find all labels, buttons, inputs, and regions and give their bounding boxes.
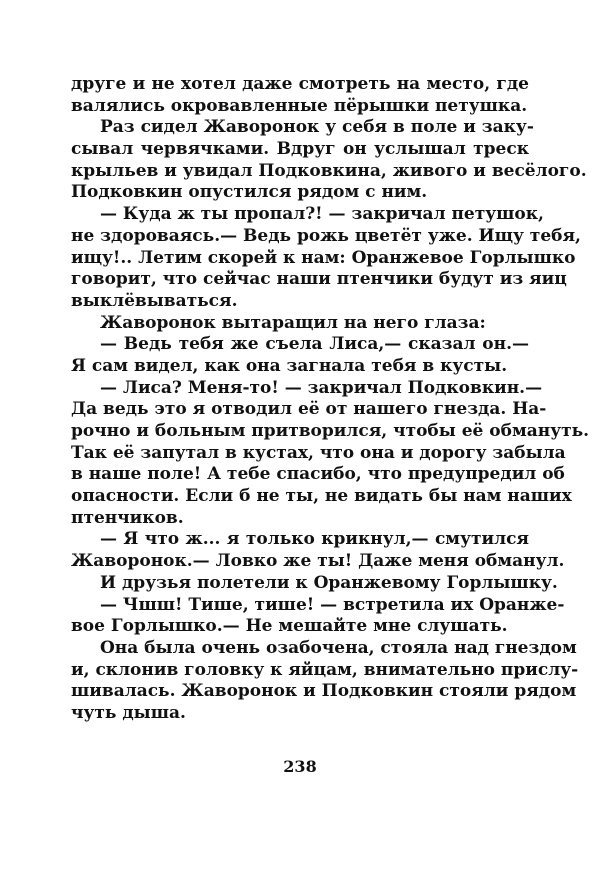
paragraph-9 — [71, 594, 565, 638]
text-line: ищу!.. Летим скорей к нам: Оранжевое Горлышко — [71, 247, 576, 268]
text-line: — Ведь тебя же съела Лиса,— сказал он.— — [100, 334, 529, 355]
paragraph-6 — [71, 377, 590, 530]
page-number: 238 — [283, 757, 317, 776]
text-line: — Чшш! Тише, тише! — встретила их Оранже- — [100, 594, 565, 615]
paragraph-1 — [71, 74, 529, 117]
text-line: Да ведь это я отводил её от нашего гнезда. На- — [71, 399, 547, 420]
text-line: — Куда ж ты пропал?! — закричал петушок, — [100, 204, 544, 225]
text-line: сывал червячками. Вдруг он услышал треск — [71, 139, 529, 160]
text-line: И друзья полетели к Оранжевому Горлышку. — [100, 572, 558, 593]
paragraph-4 — [71, 313, 529, 335]
text-line: шивалась. Жаворонок и Подковкин стояли рядом — [71, 681, 577, 702]
text-line: и, склонив головку к яйцам, внимательно прислу- — [71, 659, 579, 680]
text-line: — Лиса? Меня-то! — закричал Подковкин.— — [100, 377, 543, 398]
text-line: Жаворонок вытаращил на него глаза: — [100, 312, 486, 333]
text-line: Я сам видел, как она загнала тебя в кусты. — [71, 355, 508, 376]
text-line: не здороваясь.— Ведь рожь цветёт уже. Ищу тебя, — [71, 225, 581, 246]
book-page-text — [71, 74, 590, 725]
text-line: чуть дыша. — [71, 702, 186, 723]
text-line: выклёвываться. — [71, 290, 238, 311]
paragraph-8 — [71, 572, 558, 595]
paragraph-3 — [71, 204, 581, 312]
text-line: опасности. Если б не ты, не видать бы нам наших — [71, 486, 572, 507]
text-line: Подковкин опустился рядом с ним. — [71, 182, 428, 203]
paragraph-7 — [71, 529, 565, 572]
paragraph-10 — [71, 637, 579, 725]
text-line: Раз сидел Жаворонок у себя в поле и заку- — [100, 117, 534, 138]
text-line: говорит, что сейчас наши птенчики будут из яиц — [71, 269, 567, 290]
text-line: вое Горлышко.— Не мешайте мне слушать. — [71, 616, 508, 637]
text-line: Жаворонок.— Ловко же ты! Даже меня обманул. — [71, 551, 565, 572]
text-line: в наше поле! А тебе спасибо, что предупредил об — [71, 464, 565, 485]
paragraph-5 — [71, 334, 529, 377]
text-line: крыльев и увидал Подковкина, живого и весёлого. — [71, 160, 587, 181]
text-line: рочно и больным притворился, чтобы её обмануть. — [71, 421, 590, 441]
text-line: Так её запутал в кустах, что она и дорогу забыла — [71, 442, 566, 463]
text-line: Она была очень озабочена, стояла над гнездом — [100, 637, 577, 658]
text-line: валялись окровавленные пёрышки петушка. — [71, 95, 528, 116]
text-line: друге и не хотел даже смотреть на место, где — [71, 74, 529, 94]
paragraph-2 — [71, 117, 587, 204]
text-line: — Я что ж... я только крикнул,— смутился — [100, 529, 529, 550]
text-line: птенчиков. — [71, 507, 184, 528]
